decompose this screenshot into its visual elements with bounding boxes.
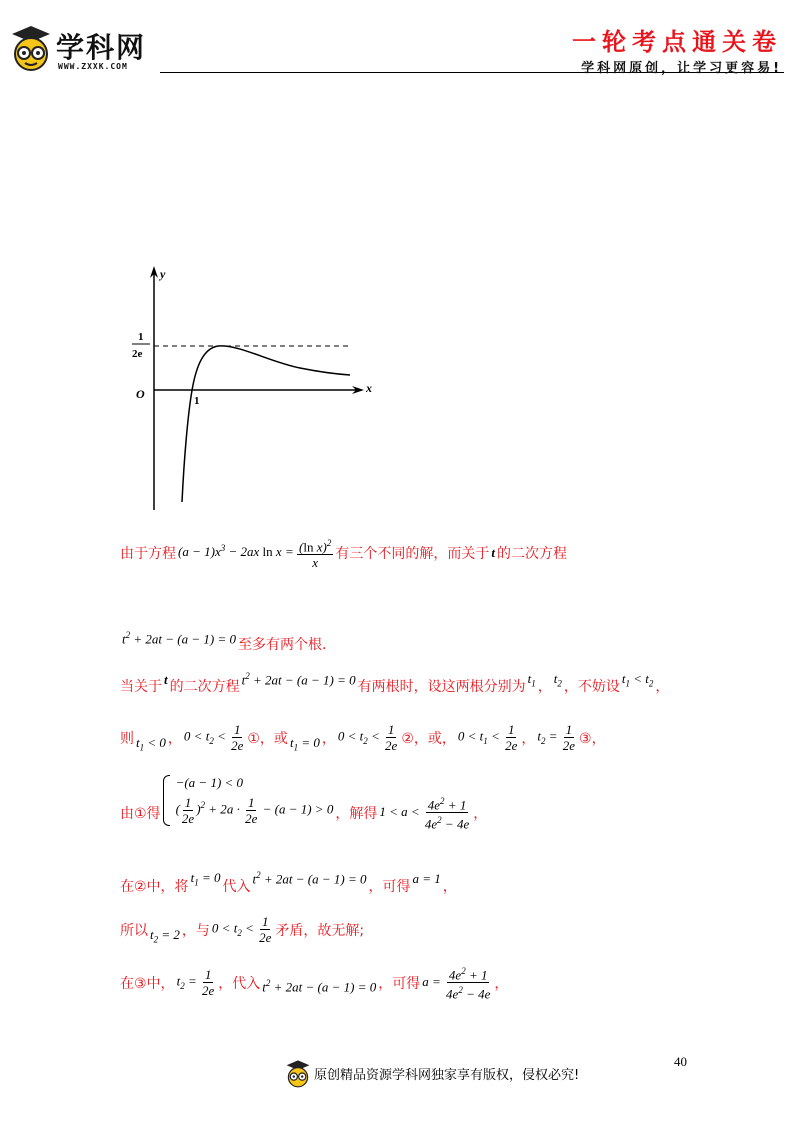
line-1-text-c: 的二次方程 (496, 546, 567, 563)
footer (284, 1058, 579, 1088)
line-8 (120, 964, 508, 1002)
cond-t2-range-1: $0 < t_2$ < $\frac{1}{2e}$ (183, 722, 244, 753)
ineq-t1-lt-t2: $t_1 < t_2$ (621, 671, 654, 689)
line-3-text-d: ， (537, 679, 552, 695)
page-number: 40 (674, 1054, 687, 1069)
cond-t2-range-2: $0 < t_2$ < $\frac{1}{2e}$ (337, 722, 398, 753)
equation-quadratic-2: $t^2 + 2at - (a - 1) = 0$ (241, 671, 356, 688)
logo-mascot-icon (8, 22, 54, 72)
equation-quadratic-3: $t^2 + 2at - (a - 1) = 0$ (252, 870, 367, 887)
logo-url: WWW.ZXXK.COM (58, 62, 128, 71)
result-a-eq: a = $\frac{4e^2 + 1}{4e^2 - 4e}$ (422, 966, 491, 1002)
line-8-text-c: ，可得 (378, 975, 421, 992)
cond-t1-eq-0: $t_1 = 0$ (289, 734, 320, 753)
root-t1: $t_1$ (527, 671, 536, 689)
line-4-text-c: ①，或 (247, 730, 288, 747)
x-axis-label: x (366, 381, 372, 395)
line-8-text-b: ，代入 (218, 975, 261, 992)
line-5 (120, 770, 487, 832)
system-ineq-1: −(a − 1) < 0 (175, 775, 244, 791)
system-ineq-2: ( $\frac{1}{2e}$ )$^2$ + 2a · $\frac{1}{2e}$ − (a − 1) > 0 (175, 795, 334, 827)
y-tick-denominator: 2e (132, 348, 143, 360)
line-5-text-a: 由①得 (120, 805, 161, 822)
result-t2-eq-2: $t_2 = 2$ (150, 926, 180, 945)
inequality-system (163, 775, 336, 826)
line-2-text-a: 至多有两个根. (238, 637, 327, 653)
result-a-eq-1: a = 1 (412, 871, 441, 886)
line-3-text-a: 当关于 (120, 679, 162, 695)
line-4-text-e: ②，或， (401, 730, 456, 747)
line-8-text-a: 在③中， (120, 975, 175, 992)
line-1-text-a: 由于方程 (120, 546, 176, 563)
x-tick-label: 1 (194, 395, 200, 407)
line-8-text-d: ， (494, 975, 509, 992)
line-5-text-b: ，解得 (335, 805, 378, 822)
y-axis-label: y (160, 267, 166, 281)
line-7-text-b: ，与 (181, 922, 210, 939)
line-4-text-g: ③， (579, 730, 606, 747)
line-3 (120, 671, 670, 696)
line-5-text-c: ， (473, 805, 488, 822)
origin-label: O (136, 387, 145, 401)
line-6-text-b: 代入 (222, 879, 251, 895)
line-4-text-d: ， (321, 730, 336, 747)
y-tick-numerator: 1 (138, 331, 144, 343)
line-6-text-d: ， (442, 879, 457, 895)
line-6-text-c: ，可得 (368, 879, 411, 895)
line-6 (120, 862, 457, 896)
line-1 (120, 536, 567, 570)
equation-quadratic: $t^2 + 2at - (a - 1) = 0$ (122, 630, 237, 647)
function-graph (120, 260, 380, 520)
line-7-text-a: 所以 (120, 922, 148, 939)
line-4-text-b: ， (167, 730, 182, 747)
line-6-text-a: 在②中，将 (120, 879, 189, 895)
sub-t2-eq: $t_2$ = $\frac{1}{2e}$ (176, 967, 215, 999)
root-t2: $t_2$ (553, 671, 562, 689)
line-4 (120, 722, 606, 753)
line-2 (120, 624, 326, 654)
solution-a-range: 1 < a < $\frac{4e^2 + 1}{4e^2 - 4e}$ (379, 796, 470, 832)
line-3-text-b: 的二次方程 (169, 679, 240, 695)
cond-t2-eq: $t_2$ = $\frac{1}{2e}$ (537, 722, 576, 753)
cond-t1-lt-0: $t_1 < 0$ (136, 734, 166, 753)
header-logo (8, 22, 168, 74)
var-t: t (491, 545, 495, 561)
line-3-text-e: ，不妨设 (563, 679, 620, 695)
cond-t2-range-3: $0 < t_2$ < $\frac{1}{2e}$ (211, 914, 272, 945)
line-4-text-f: ， (521, 730, 536, 747)
var-t-2: t (164, 672, 168, 687)
header-title: 一轮考点通关卷 (572, 27, 782, 56)
system-brace (163, 775, 170, 826)
line-3-text-c: 有两根时，设这两根分别为 (357, 679, 526, 695)
footer-mascot-icon (284, 1058, 312, 1088)
cond-t1-range: $0 < t_1$ < $\frac{1}{2e}$ (457, 722, 518, 753)
line-1-text-b: 有三个不同的解，而关于 (335, 546, 490, 563)
equation-quadratic-4: $t^2 + 2at - (a - 1) = 0$ (262, 978, 377, 995)
equation-cubic-log: $(a - 1)x^3 - 2ax$ ln x = $\frac{(\ln x)^2}{x}$ (178, 538, 332, 571)
line-7-text-c: 矛盾，故无解; (275, 922, 365, 939)
curve (182, 346, 350, 502)
line-7 (120, 914, 364, 945)
logo-text: 学科网 (56, 31, 147, 64)
footer-copyright-text: 原创精品资源学科网独家享有版权，侵权必究! (314, 1067, 580, 1083)
sub-t1-eq-0: $t_1 = 0$ (190, 870, 221, 888)
line-3-text-f: ， (655, 679, 670, 695)
line-4-text-a: 则 (120, 730, 134, 747)
header-subtitle: 学科网原创，让学习更容易! (581, 61, 782, 76)
